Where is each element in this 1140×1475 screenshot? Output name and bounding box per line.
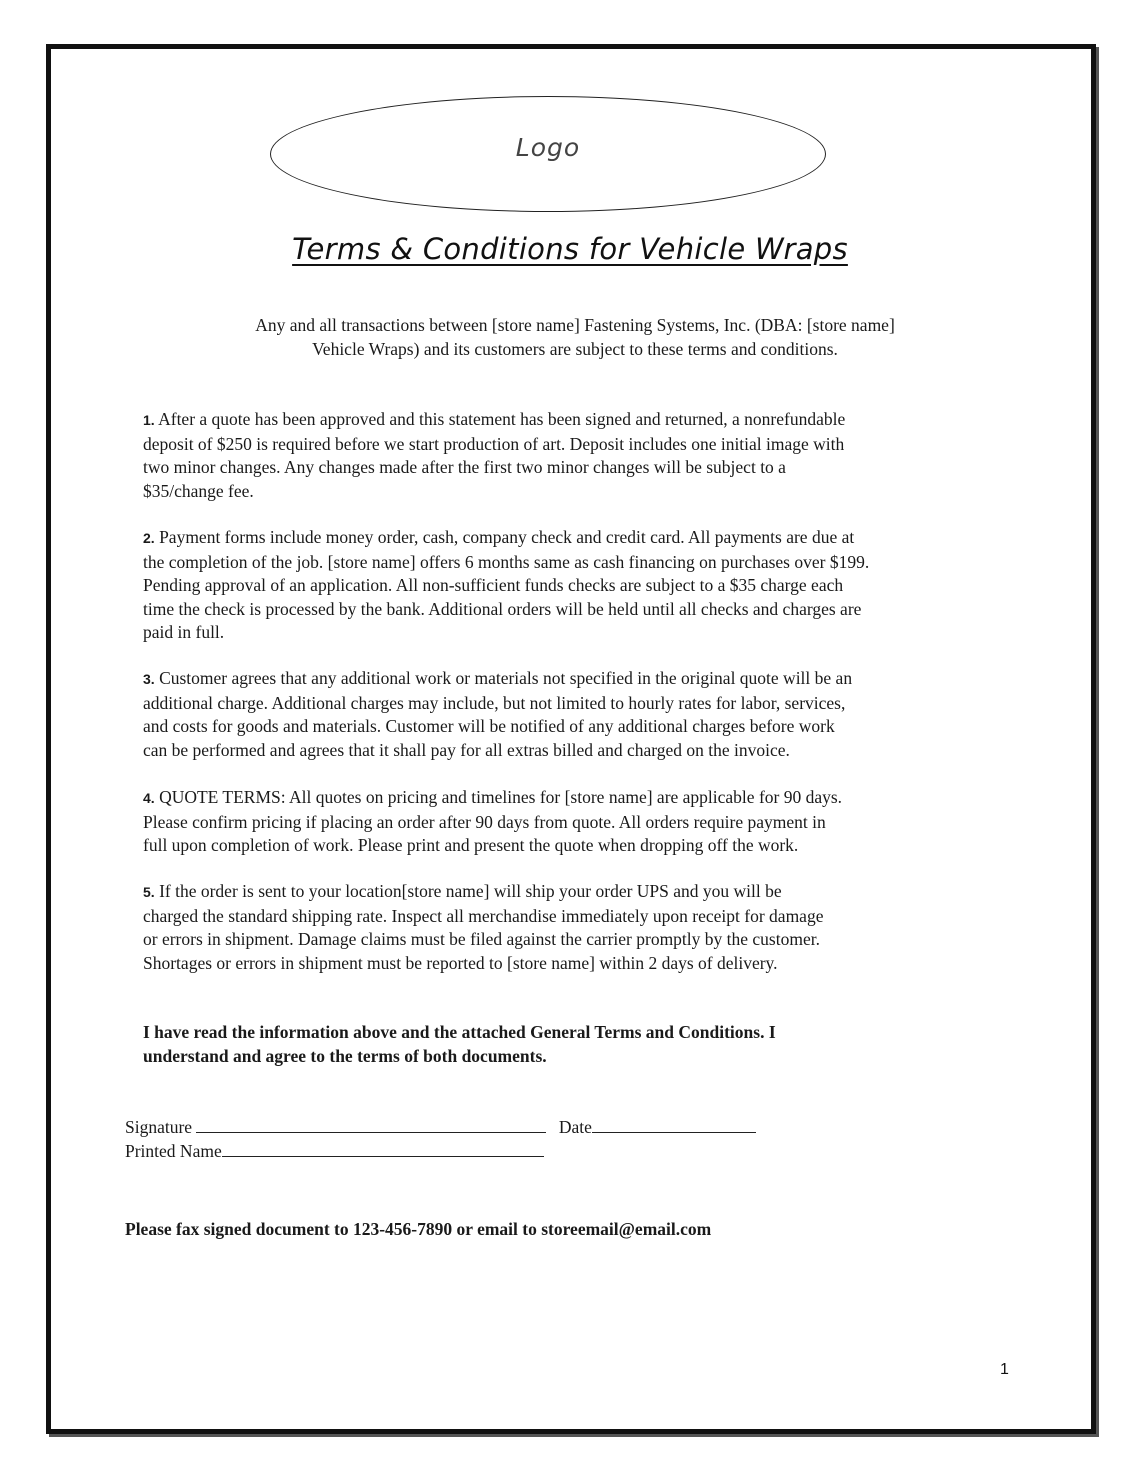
agreement-statement xyxy=(143,1020,963,1068)
agreement-line: I have read the information above and the attached General Terms and Conditions. I xyxy=(143,1022,776,1042)
signature-row xyxy=(125,1116,756,1138)
term-line: 2. Payment forms include money order, cash, company check and credit card. All payments are due at xyxy=(143,527,855,547)
term-line: Pending approval of an application. All non-sufficient funds checks are subject to a $35 charge each xyxy=(143,575,844,595)
term-1 xyxy=(143,408,1003,503)
term-line: 1. After a quote has been approved and this statement has been signed and returned, a nonrefundable xyxy=(143,409,846,429)
document-title: Terms & Conditions for Vehicle Wraps xyxy=(292,232,848,266)
term-number: 1. xyxy=(143,412,155,428)
term-line: Shortages or errors in shipment must be reported to [store name] within 2 days of delivery. xyxy=(143,952,778,973)
term-line: time the check is processed by the bank. Additional orders will be held until all checks and charges are xyxy=(143,598,862,619)
printed-name-row xyxy=(125,1140,544,1162)
intro-line: Vehicle Wraps) and its customers are subject to these terms and conditions. xyxy=(312,339,838,359)
term-line: and costs for goods and materials. Customer will be notified of any additional charges before work xyxy=(143,716,835,736)
agreement-line: understand and agree to the terms of both documents. xyxy=(143,1046,547,1066)
term-line: charged the standard shipping rate. Inspect all merchandise immediately upon receipt for damage xyxy=(143,905,824,926)
fax-instructions: Please fax signed document to 123-456-7890 or email to storeemail@email.com xyxy=(125,1219,712,1239)
term-line: $35/change fee. xyxy=(143,480,254,501)
term-line: full upon completion of work. Please print and present the quote when dropping off the work. xyxy=(143,835,799,855)
term-line: can be performed and agrees that it shall pay for all extras billed and charged on the invoice. xyxy=(143,739,790,760)
term-number: 3. xyxy=(143,671,155,687)
term-2 xyxy=(143,526,1003,645)
term-line: additional charge. Additional charges may include, but not limited to hourly rates for labor, services, xyxy=(143,692,846,713)
term-line: paid in full. xyxy=(143,622,225,642)
date-label: Date xyxy=(558,1117,592,1137)
term-line: 3. Customer agrees that any additional work or materials not specified in the original quote will be an xyxy=(143,668,853,688)
intro-line: Any and all transactions between [store name] Fastening Systems, Inc. (DBA: [store name] xyxy=(255,315,895,335)
signature-label: Signature xyxy=(125,1117,193,1137)
date-line[interactable] xyxy=(592,1116,756,1133)
term-line: two minor changes. Any changes made after the first two minor changes will be subject to a xyxy=(143,457,786,477)
logo-placeholder xyxy=(270,96,826,212)
term-3 xyxy=(143,667,1003,762)
logo-text: Logo xyxy=(515,133,581,162)
term-line: Please confirm pricing if placing an order after 90 days from quote. All orders require payment in xyxy=(143,811,826,832)
printed-name-label: Printed Name xyxy=(125,1141,222,1161)
term-line: deposit of $250 is required before we start production of art. Deposit includes one initial image with xyxy=(143,433,845,454)
intro-paragraph xyxy=(180,313,970,361)
term-4 xyxy=(143,786,1003,858)
term-line: or errors in shipment. Damage claims must be filed against the carrier promptly by the customer. xyxy=(143,929,820,949)
term-number: 5. xyxy=(143,884,155,900)
term-5 xyxy=(143,880,1003,975)
page-number: 1 xyxy=(1000,1361,1009,1378)
term-line: 4. QUOTE TERMS: All quotes on pricing and timelines for [store name] are applicable for 90 days. xyxy=(143,787,843,807)
signature-line[interactable] xyxy=(196,1116,546,1133)
printed-name-line[interactable] xyxy=(222,1140,544,1157)
term-number: 2. xyxy=(143,530,155,546)
term-line: 5. If the order is sent to your location[store name] will ship your order UPS and you will be xyxy=(143,881,782,901)
term-line: the completion of the job. [store name] offers 6 months same as cash financing on purchases over $199. xyxy=(143,551,870,572)
term-number: 4. xyxy=(143,790,155,806)
